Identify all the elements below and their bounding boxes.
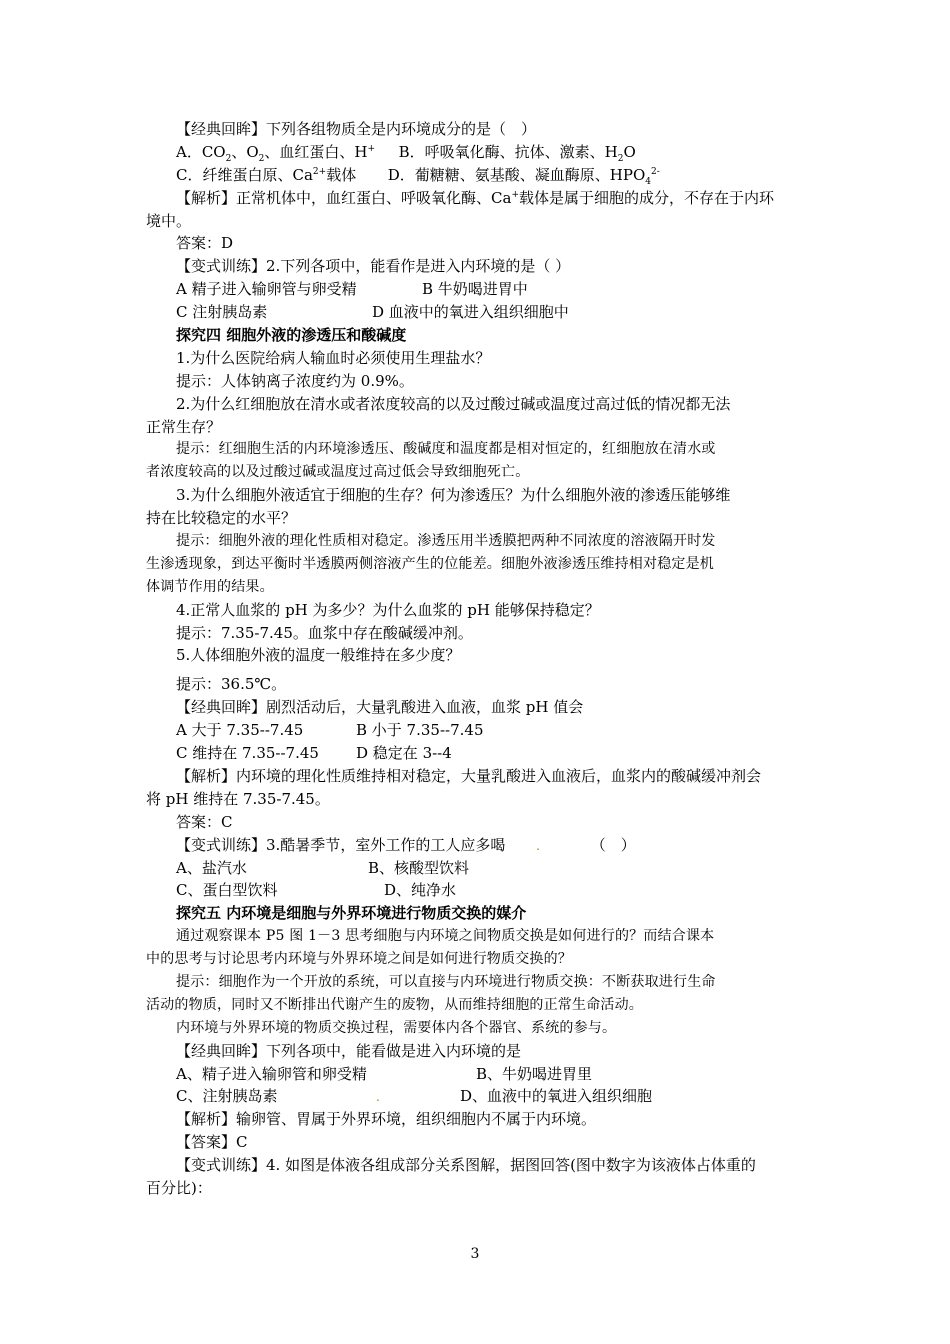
q1-analysis: 【解析】正常机体中，血红蛋白、呼吸氧化酶、Ca+载体是属于细胞的成分，不存在于内环 bbox=[176, 188, 774, 207]
q1-options-ab: A．$CO_2$、$O_2$、血红蛋白、H+ B．呼吸氧化酶、抗体、激素、$H_2O$ bbox=[176, 142, 636, 164]
s5-p2: 内环境与外界环境的物质交换过程，需要体内各个器官、系统的参与。 bbox=[176, 1019, 617, 1036]
q3-stem: 【经典回眸】下列各项中，能看做是进入内环境的是 bbox=[176, 1041, 522, 1060]
v2-stem: 【变式训练】2.下列各项中，能看作是进入内环境的是（ ） bbox=[176, 257, 571, 276]
q1-stem: 【经典回眸】下列各组物质全是内环境成分的是（ ） bbox=[176, 120, 537, 138]
q2-stem: 【经典回眸】剧烈活动后，大量乳酸进入血液，血浆 pH 值会 bbox=[176, 698, 584, 717]
s4-h1: 提示：人体钠离子浓度约为 0.9%。 bbox=[176, 371, 414, 390]
q1-answer: 答案：D bbox=[176, 234, 234, 253]
q1-analysis-cont: 境中。 bbox=[146, 211, 192, 230]
q1-options-cd: C．纤维蛋白原、$Ca^{2+}$载体 D．葡糖糖、氨基酸、凝血酶原、$HPO_4^{2-}$ bbox=[176, 165, 660, 187]
q2-analysis-cont: 将 pH 维持在 7.35-7.45。 bbox=[146, 789, 330, 808]
s4-h4: 提示：7.35-7.45。血浆中存在酸碱缓冲剂。 bbox=[176, 623, 473, 642]
v3-options-cd: C、蛋白型饮料 D、纯净水 bbox=[176, 881, 457, 900]
s4-h3: 提示：细胞外液的理化性质相对稳定。渗透压用半透膜把两种不同浓度的溶液隔开时发 bbox=[176, 533, 716, 550]
s4-h3-cont1: 生渗透现象，到达平衡时半透膜两侧溶液产生的位能差。细胞外液渗透压维持相对稳定是机 bbox=[146, 555, 714, 572]
s5-p1-cont: 中的思考与讨论思考内环境与外界环境之间是如何进行物质交换的？ bbox=[146, 951, 572, 968]
s4-q3: 3.为什么细胞外液适宜于细胞的生存？何为渗透压？为什么细胞外液的渗透压能够维 bbox=[176, 486, 731, 505]
s4-h2-cont: 者浓度较高的以及过酸过碱或温度过高过低会导致细胞死亡。 bbox=[146, 464, 530, 481]
q2-analysis: 【解析】内环境的理化性质维持相对稳定，大量乳酸进入血液后，血浆内的酸碱缓冲剂会 bbox=[176, 766, 762, 785]
v2-options-ab: A 精子进入输卵管与卵受精 B 牛奶喝进胃中 bbox=[176, 280, 528, 299]
q2-options-cd: C 维持在 7.35--7.45 D 稳定在 3--4 bbox=[176, 744, 452, 763]
s4-q2-cont: 正常生存？ bbox=[146, 417, 222, 436]
s5-h1-cont: 活动的物质，同时又不断排出代谢产生的废物，从而维持细胞的正常生命活动。 bbox=[146, 996, 643, 1013]
section4-title: 探究四 细胞外液的渗透压和酸碱度 bbox=[176, 326, 407, 345]
q3-options-ab: A、精子进入输卵管和卵受精 B、牛奶喝进胃里 bbox=[176, 1064, 593, 1083]
q2-options-ab: A 大于 7.35--7.45 B 小于 7.35--7.45 bbox=[176, 721, 484, 740]
decorative-dot: . bbox=[536, 838, 540, 853]
s4-q5: 5.人体细胞外液的温度一般维持在多少度？ bbox=[176, 646, 461, 665]
v4-stem: 【变式训练】4. 如图是体液各组成部分关系图解，据图回答(图中数字为该液体占体重的 bbox=[176, 1156, 756, 1175]
s4-h3-cont2: 体调节作用的结果。 bbox=[146, 578, 274, 595]
s4-q1: 1.为什么医院给病人输血时必须使用生理盐水？ bbox=[176, 348, 491, 367]
s4-q2: 2.为什么红细胞放在清水或者浓度较高的以及过酸过碱或温度过高过低的情况都无法 bbox=[176, 394, 731, 413]
s5-p1: 通过观察课本 P5 图 1－3 思考细胞与内环境之间物质交换是如何进行的？而结合课本 bbox=[176, 928, 715, 945]
s4-q3-cont: 持在比较稳定的水平？ bbox=[146, 509, 297, 528]
v3-options-ab: A、盐汽水 B、核酸型饮料 bbox=[176, 858, 470, 877]
s4-h5: 提示：36.5℃。 bbox=[176, 675, 287, 694]
document-page bbox=[146, 118, 814, 1200]
s4-q4: 4.正常人血浆的 pH 为多少？为什么血浆的 pH 能够保持稳定？ bbox=[176, 600, 600, 619]
q3-answer: 【答案】C bbox=[176, 1133, 248, 1152]
section5-title: 探究五 内环境是细胞与外界环境进行物质交换的媒介 bbox=[176, 904, 527, 923]
v4-stem-cont: 百分比)： bbox=[146, 1178, 212, 1197]
page-number: 3 bbox=[470, 1246, 480, 1262]
s5-h1: 提示：细胞作为一个开放的系统，可以直接与内环境进行物质交换：不断获取进行生命 bbox=[176, 973, 716, 990]
decorative-dot: . bbox=[376, 1090, 380, 1105]
q3-options-cd: C、注射胰岛素 . D、血液中的氧进入组织细胞 bbox=[146, 1085, 814, 1108]
q3-analysis: 【解析】输卵管、胃属于外界环境，组织细胞内不属于内环境。 bbox=[176, 1110, 597, 1129]
q2-answer: 答案：C bbox=[176, 812, 233, 831]
s4-h2: 提示：红细胞生活的内环境渗透压、酸碱度和温度都是相对恒定的，红细胞放在清水或 bbox=[176, 441, 716, 458]
v2-options-cd: C 注射胰岛素 D 血液中的氧进入组织细胞中 bbox=[176, 303, 569, 322]
v3-stem: 【变式训练】3.酷暑季节，室外工作的工人应多喝 . （ ） bbox=[176, 835, 636, 854]
